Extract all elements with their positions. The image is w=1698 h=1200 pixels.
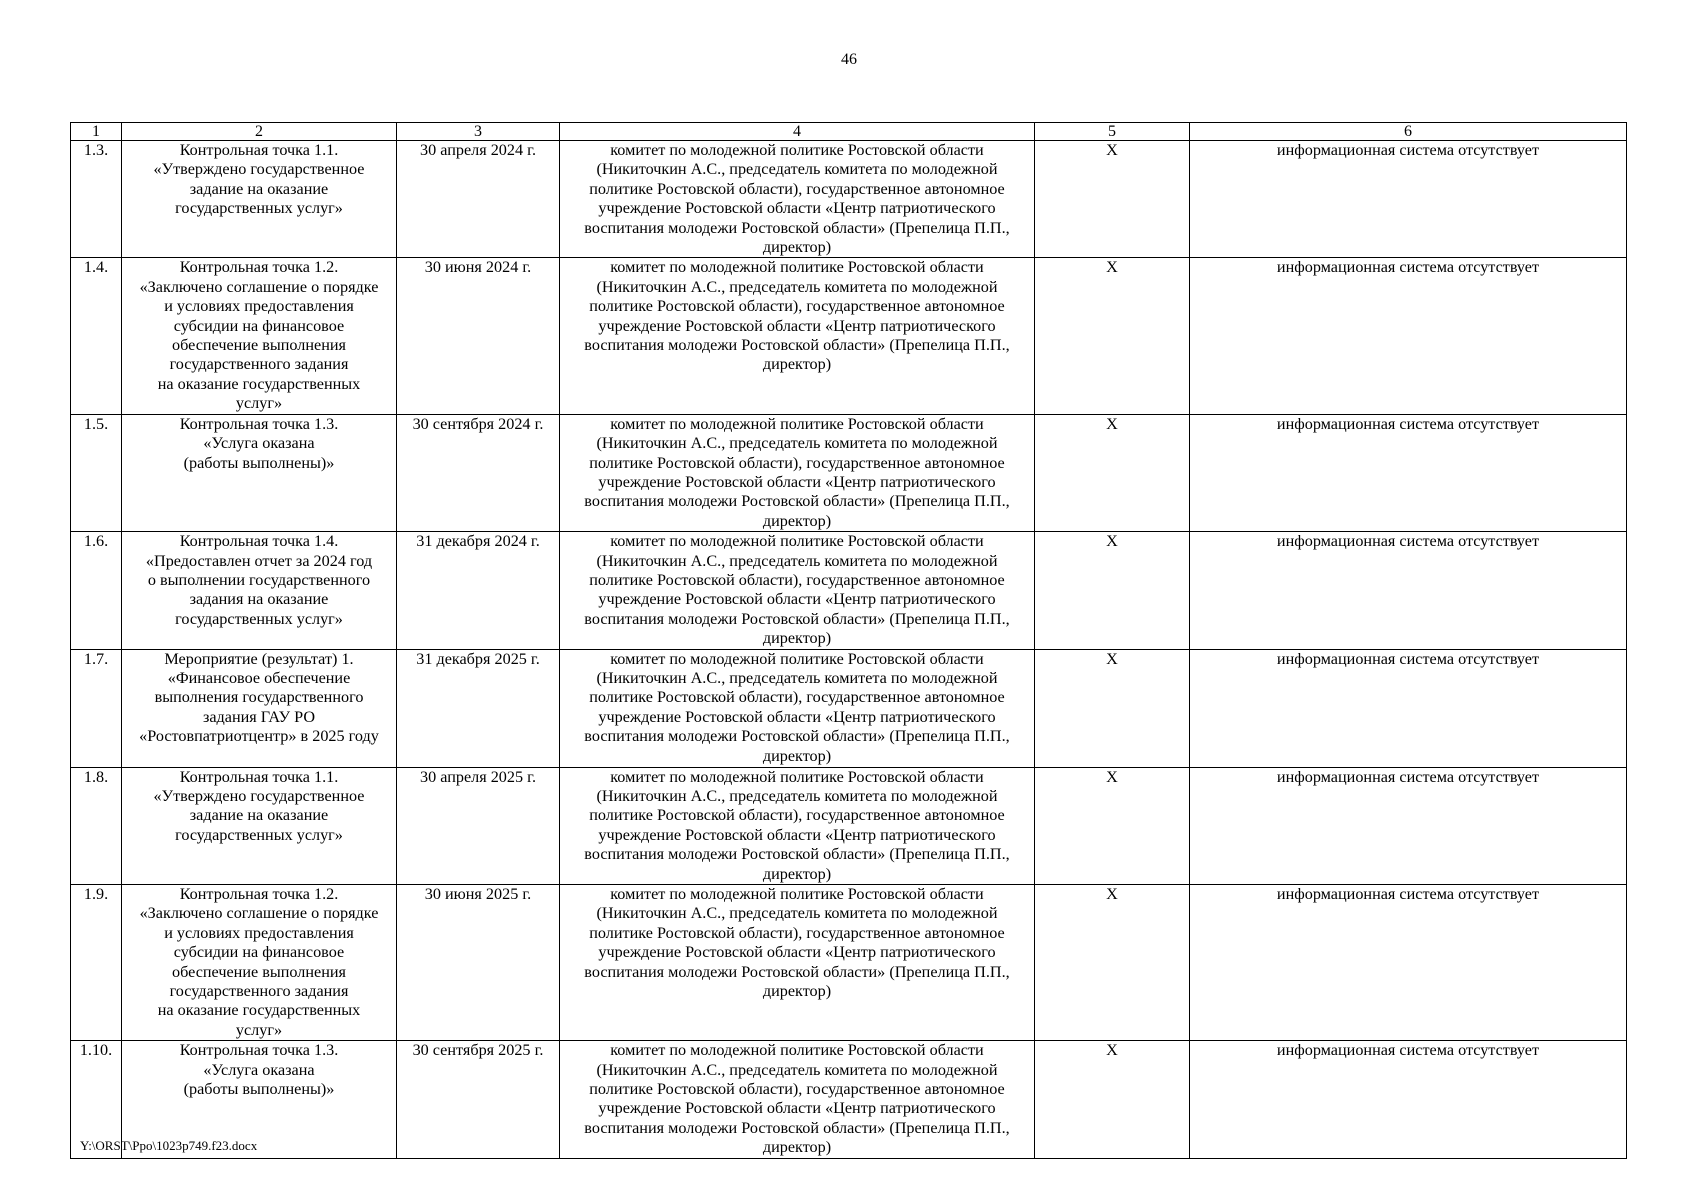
information-system: информационная система отсутствует [1190, 1041, 1627, 1158]
due-date: 30 апреля 2025 г. [397, 767, 560, 884]
check-mark: X [1035, 767, 1190, 884]
due-date: 30 апреля 2024 г. [397, 141, 560, 258]
due-date: 31 декабря 2025 г. [397, 649, 560, 767]
file-path-footer: Y:\ORST\Ppo\1023p749.f23.docx [80, 1138, 258, 1153]
check-mark: X [1035, 1041, 1190, 1158]
event-title: Контрольная точка 1.1. «Утверждено государственное задание на оказание государственных услуг» [122, 767, 397, 884]
responsible-executor: комитет по молодежной политике Ростовской области (Никиточкин А.С., председатель комитета по молодежной политике Ростовской области), государственное автономное учреждение Ростовской области «Центр патриотического воспитания молодежи Ростовской области» (Препелица П.П., директор) [560, 1041, 1035, 1158]
responsible-executor: комитет по молодежной политике Ростовской области (Никиточкин А.С., председатель комитета по молодежной политике Ростовской области), государственное автономное учреждение Ростовской области «Центр патриотического воспитания молодежи Ростовской области» (Препелица П.П., директор) [560, 258, 1035, 414]
table-header-row [71, 123, 1627, 141]
responsible-executor: комитет по молодежной политике Ростовской области (Никиточкин А.С., председатель комитета по молодежной политике Ростовской области), государственное автономное учреждение Ростовской области «Центр патриотического воспитания молодежи Ростовской области» (Препелица П.П., директор) [560, 141, 1035, 258]
event-title: Контрольная точка 1.2. «Заключено соглашение о порядке и условиях предоставления субсидии на финансовое обеспечение выполнения государственного задания на оказание государственных услуг» [122, 885, 397, 1041]
information-system: информационная система отсутствует [1190, 885, 1627, 1041]
information-system: информационная система отсутствует [1190, 414, 1627, 531]
table-row [71, 767, 1627, 884]
responsible-executor: комитет по молодежной политике Ростовской области (Никиточкин А.С., председатель комитета по молодежной политике Ростовской области), государственное автономное учреждение Ростовской области «Центр патриотического воспитания молодежи Ростовской области» (Препелица П.П., директор) [560, 885, 1035, 1041]
check-mark: X [1035, 141, 1190, 258]
row-number: 1.4. [71, 258, 122, 414]
column-header: 4 [560, 123, 1035, 141]
row-number: 1.8. [71, 767, 122, 884]
event-title: Контрольная точка 1.4. «Предоставлен отчет за 2024 год о выполнении государственного задания на оказание государственных услуг» [122, 532, 397, 649]
information-system: информационная система отсутствует [1190, 532, 1627, 649]
due-date: 30 сентября 2024 г. [397, 414, 560, 531]
responsible-executor: комитет по молодежной политике Ростовской области (Никиточкин А.С., председатель комитета по молодежной политике Ростовской области), государственное автономное учреждение Ростовской области «Центр патриотического воспитания молодежи Ростовской области» (Препелица П.П., директор) [560, 767, 1035, 884]
table-row [71, 141, 1627, 258]
due-date: 30 июня 2025 г. [397, 885, 560, 1041]
table-row [71, 414, 1627, 531]
event-title: Контрольная точка 1.3. «Услуга оказана (работы выполнены)» [122, 414, 397, 531]
check-mark: X [1035, 414, 1190, 531]
column-header: 3 [397, 123, 560, 141]
table-row [71, 885, 1627, 1041]
column-header: 1 [71, 123, 122, 141]
information-system: информационная система отсутствует [1190, 141, 1627, 258]
responsible-executor: комитет по молодежной политике Ростовской области (Никиточкин А.С., председатель комитета по молодежной политике Ростовской области), государственное автономное учреждение Ростовской области «Центр патриотического воспитания молодежи Ростовской области» (Препелица П.П., директор) [560, 414, 1035, 531]
event-title: Контрольная точка 1.3. «Услуга оказана (работы выполнены)» [122, 1041, 397, 1158]
information-system: информационная система отсутствует [1190, 258, 1627, 414]
row-number: 1.9. [71, 885, 122, 1041]
responsible-executor: комитет по молодежной политике Ростовской области (Никиточкин А.С., председатель комитета по молодежной политике Ростовской области), государственное автономное учреждение Ростовской области «Центр патриотического воспитания молодежи Ростовской области» (Препелица П.П., директор) [560, 532, 1035, 649]
due-date: 30 сентября 2025 г. [397, 1041, 560, 1158]
event-title: Контрольная точка 1.2. «Заключено соглашение о порядке и условиях предоставления субсидии на финансовое обеспечение выполнения государственного задания на оказание государственных услуг» [122, 258, 397, 414]
responsible-executor: комитет по молодежной политике Ростовской области (Никиточкин А.С., председатель комитета по молодежной политике Ростовской области), государственное автономное учреждение Ростовской области «Центр патриотического воспитания молодежи Ростовской области» (Препелица П.П., директор) [560, 649, 1035, 767]
event-title: Мероприятие (результат) 1. «Финансовое обеспечение выполнения государственного задания ГАУ РО «Ростовпатриотцентр» в 2025 году [122, 649, 397, 767]
row-number: 1.10. [71, 1041, 122, 1158]
check-mark: X [1035, 649, 1190, 767]
row-number: 1.5. [71, 414, 122, 531]
column-header: 6 [1190, 123, 1627, 141]
check-mark: X [1035, 532, 1190, 649]
due-date: 30 июня 2024 г. [397, 258, 560, 414]
table-row [71, 258, 1627, 414]
due-date: 31 декабря 2024 г. [397, 532, 560, 649]
row-number: 1.6. [71, 532, 122, 649]
table-row [71, 1041, 1627, 1158]
table-body [71, 141, 1627, 1159]
schedule-table [70, 122, 1627, 1159]
row-number: 1.3. [71, 141, 122, 258]
column-header: 5 [1035, 123, 1190, 141]
information-system: информационная система отсутствует [1190, 767, 1627, 884]
table-row [71, 649, 1627, 767]
table-row [71, 532, 1627, 649]
column-header: 2 [122, 123, 397, 141]
event-title: Контрольная точка 1.1. «Утверждено государственное задание на оказание государственных услуг» [122, 141, 397, 258]
row-number: 1.7. [71, 649, 122, 767]
page-number: 46 [841, 51, 857, 68]
information-system: информационная система отсутствует [1190, 649, 1627, 767]
check-mark: X [1035, 258, 1190, 414]
check-mark: X [1035, 885, 1190, 1041]
